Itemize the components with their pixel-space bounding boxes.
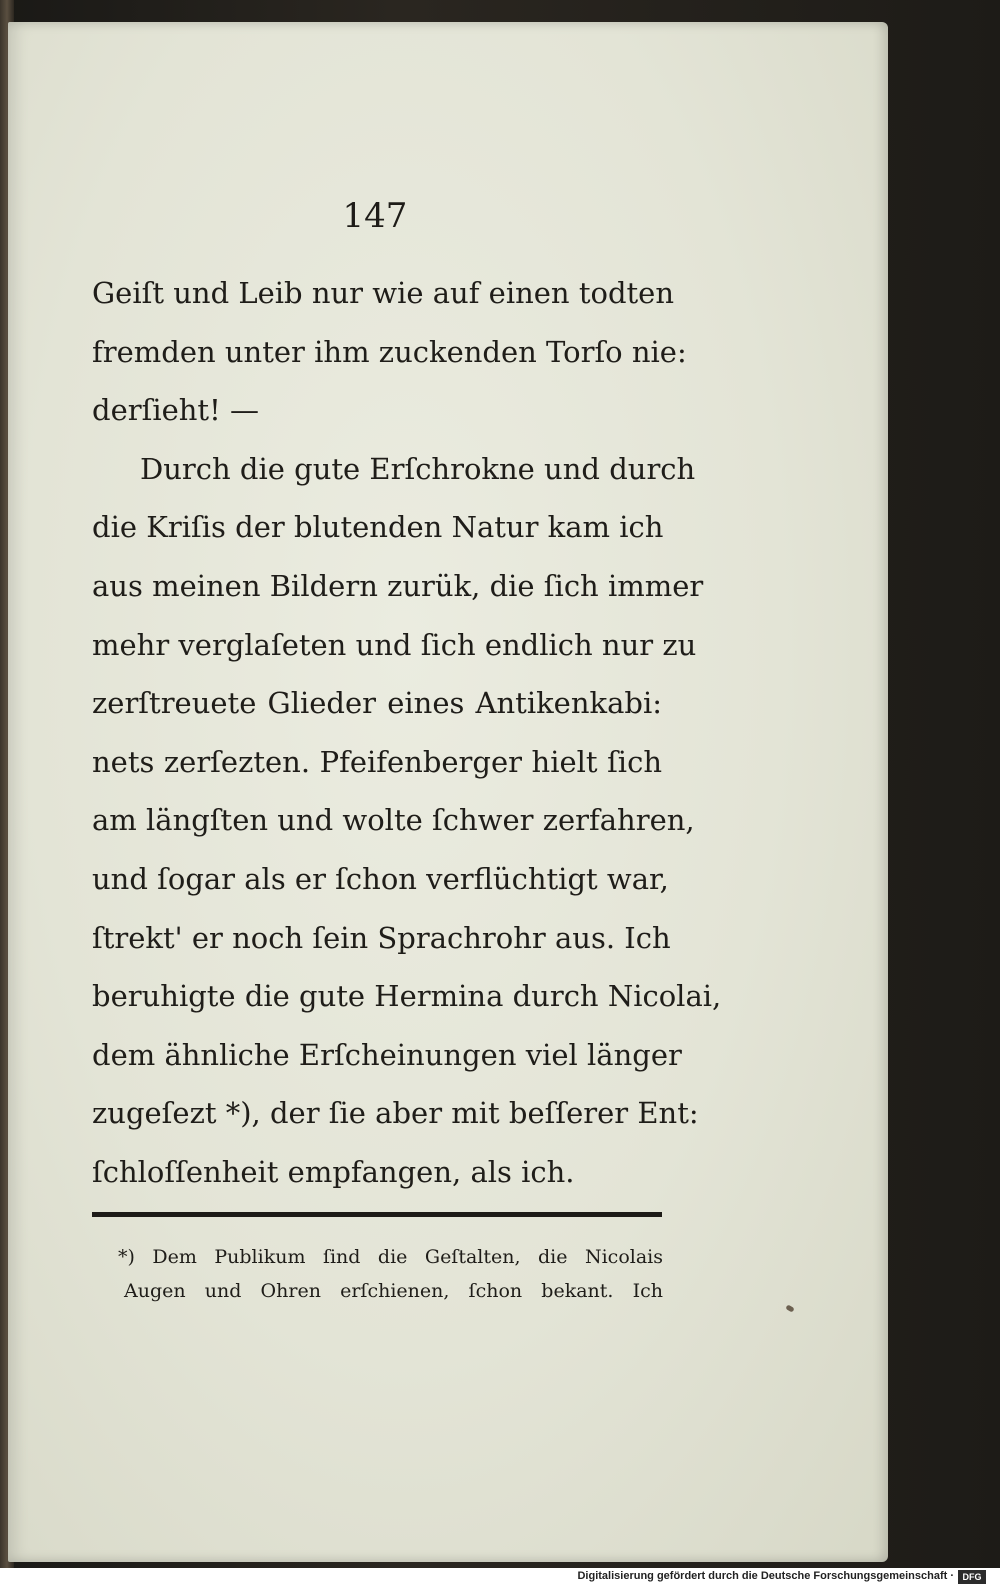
- text-line: dem ähnliche Erſcheinungen viel länger: [92, 1037, 682, 1072]
- text-line: ſchloſſenheit empfangen, als ich.: [92, 1154, 575, 1189]
- text-line: zugeſezt *), der ſie aber mit beſſerer Ent:: [92, 1096, 699, 1131]
- text-line: derſieht! —: [92, 393, 259, 428]
- page-number: 147: [342, 196, 408, 236]
- text-line: die Kriſis der blutenden Natur kam ich: [92, 510, 664, 545]
- text-line: Durch die gute Erſchrokne und durch: [140, 451, 696, 486]
- footnote-line: Augen und Ohren erſchienen, ſchon bekant. Ich: [124, 1280, 663, 1302]
- text-line: und ſogar als er ſchon verflüchtigt war,: [92, 861, 669, 896]
- text-line: am längſten und wolte ſchwer zerfahren,: [92, 803, 695, 838]
- footnote: [118, 1240, 663, 1308]
- text-line: fremden unter ihm zuckenden Torſo nie:: [92, 334, 687, 369]
- footnote-divider: [92, 1212, 662, 1217]
- text-line: Geiſt und Leib nur wie auf einen todten: [92, 276, 674, 310]
- text-line: beruhigte die gute Hermina durch Nicolai,: [92, 979, 722, 1014]
- dfg-logo: DFG: [958, 1570, 986, 1584]
- text-line: ſtrekt' er noch ſein Sprachrohr aus. Ich: [92, 920, 671, 955]
- text-line: zerſtreuete Glieder eines Antikenkabi:: [92, 686, 662, 721]
- text-line: nets zerſezten. Pfeifenberger hielt ſich: [92, 744, 662, 779]
- text-line: aus meinen Bildern zurük, die ſich immer: [92, 568, 704, 603]
- digitization-credit: Digitalisierung gefördert durch die Deutsche Forschungsgemeinschaft ·: [577, 1570, 954, 1582]
- body-text: [92, 264, 722, 1202]
- text-line: mehr verglaſeten und ſich endlich nur zu: [92, 627, 697, 662]
- footnote-line: *) Dem Publikum ſind die Geſtalten, die Nicolais: [118, 1246, 663, 1268]
